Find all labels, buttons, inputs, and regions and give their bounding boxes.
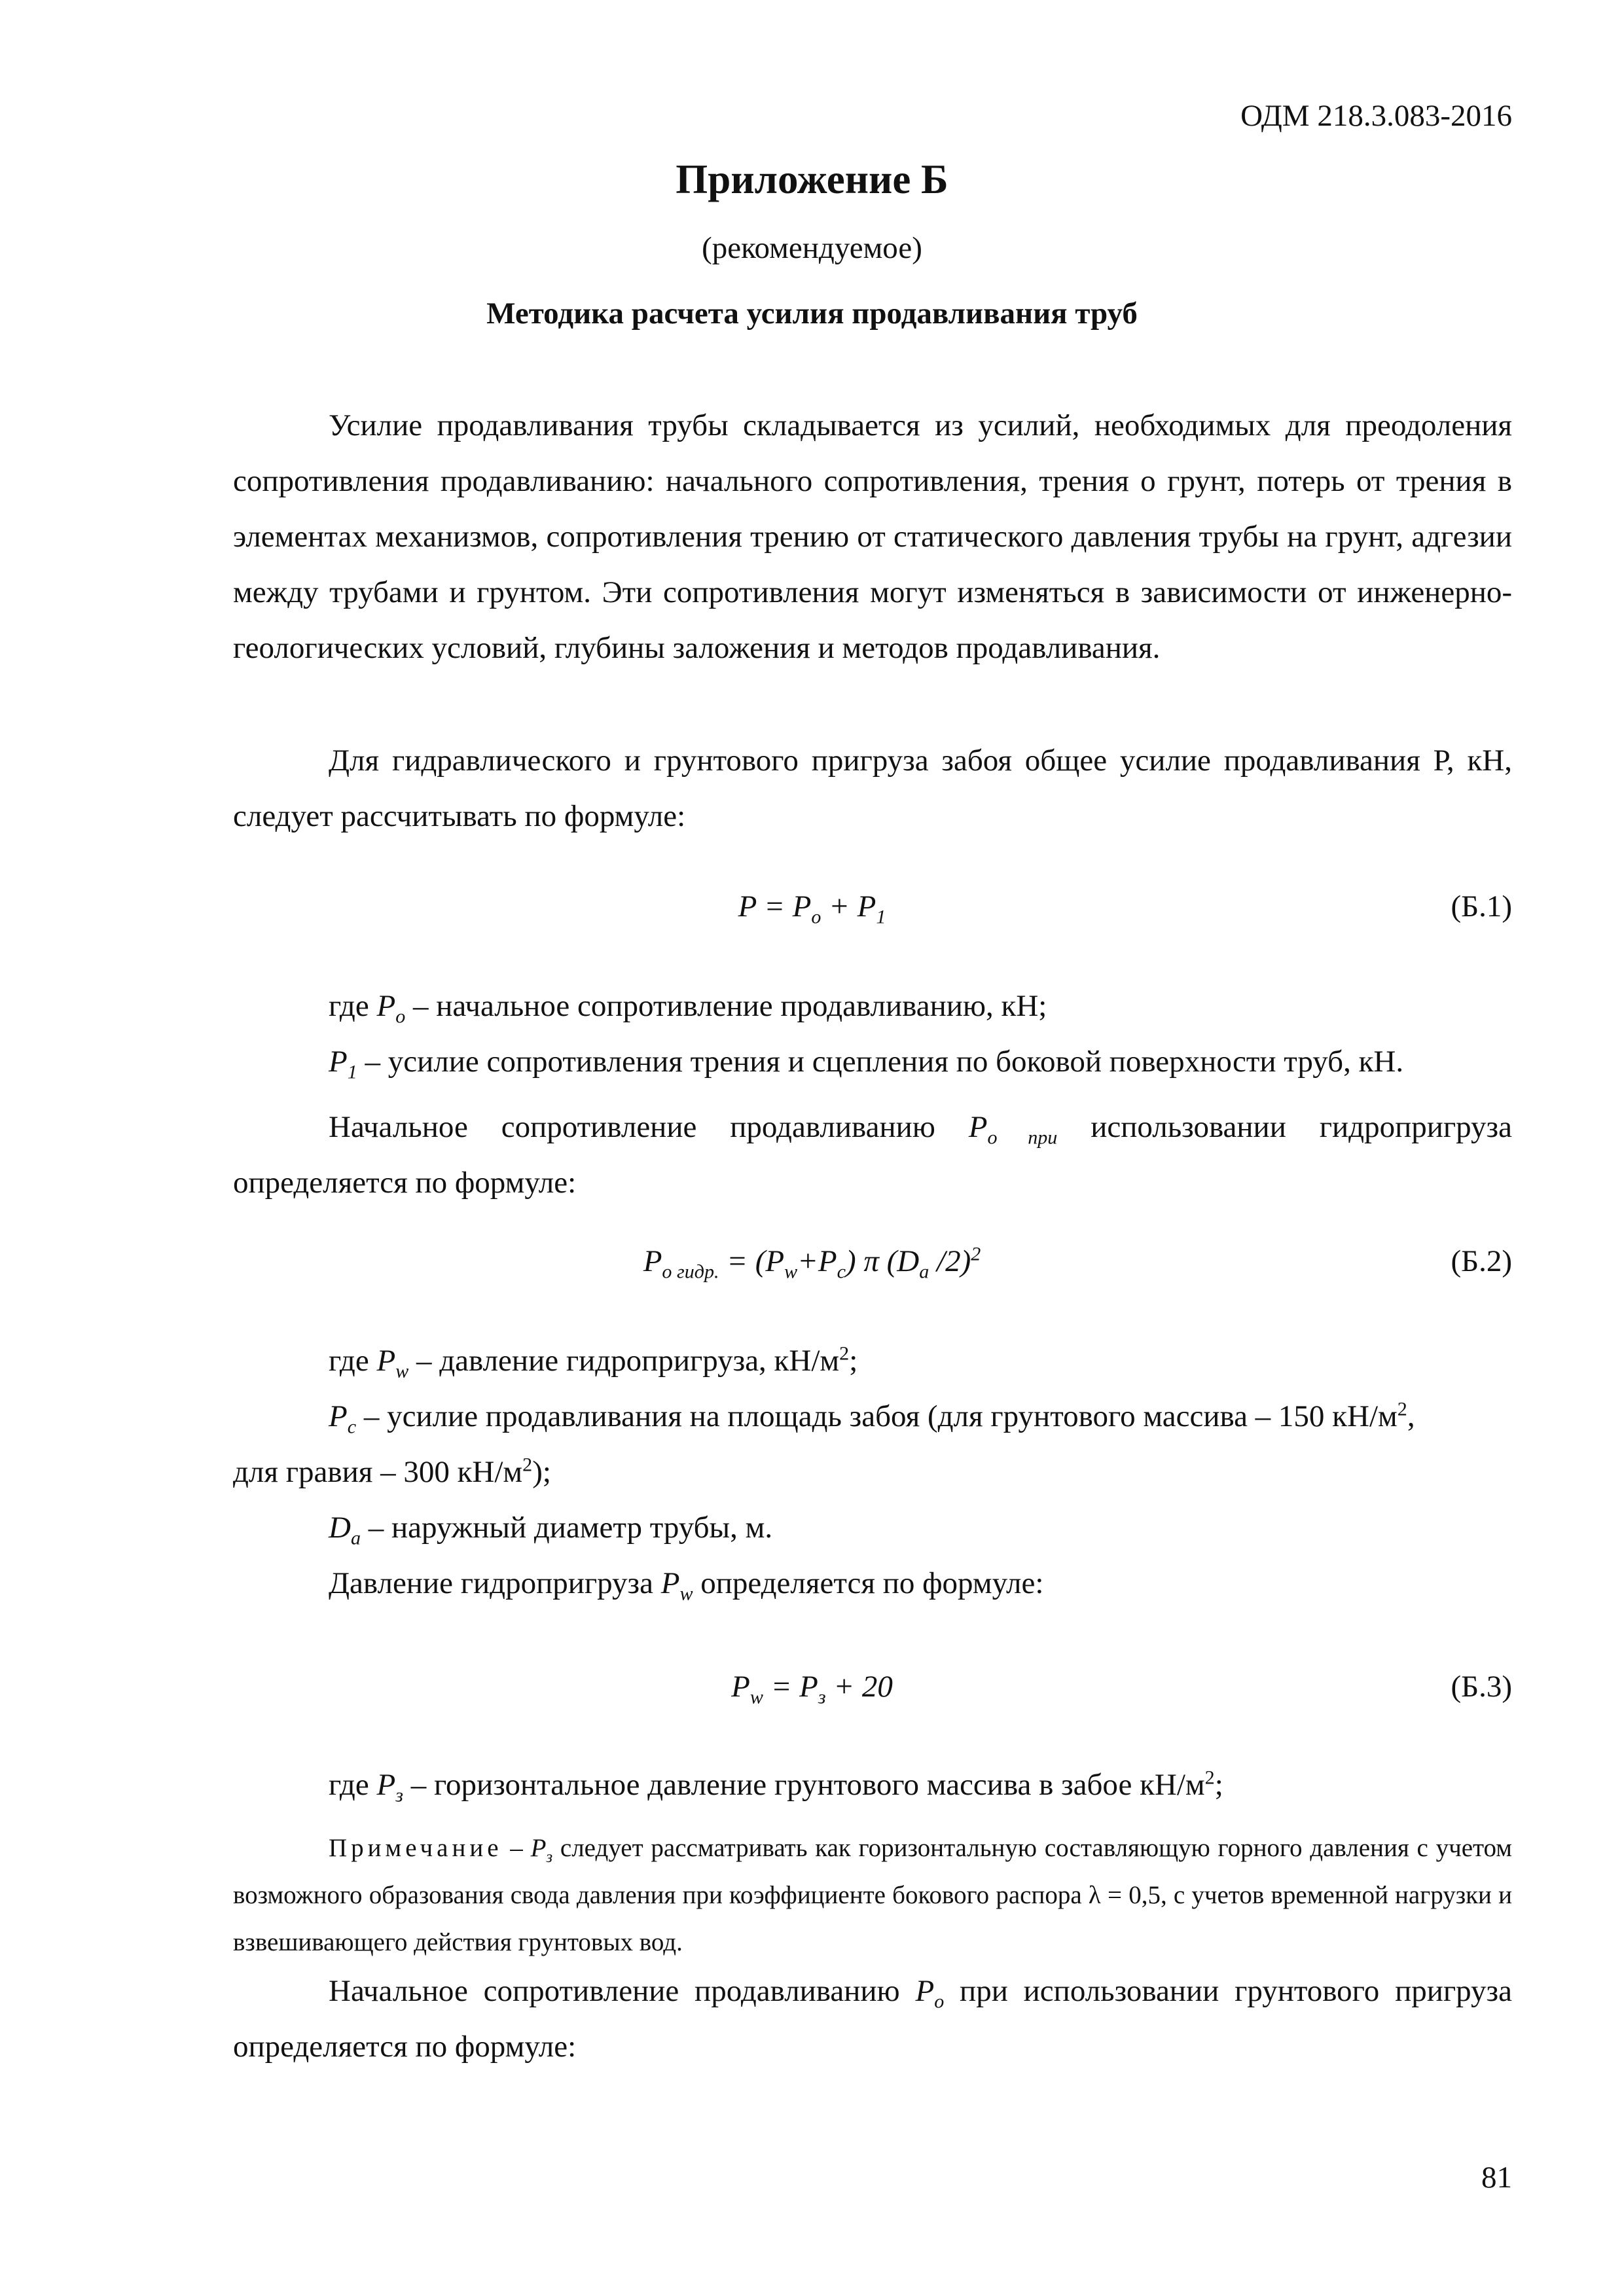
formula-b3: $P_w = P_з + 20$	[731, 1670, 893, 1708]
formula-b2: $P_{o гидр.} = (P_w+P_c)$ π ($D_a$ /2)$^2$	[643, 1242, 981, 1283]
page-number: 81	[1481, 2161, 1512, 2195]
definition-da: $D_a$ – наружный диаметр трубы, м.	[329, 1511, 773, 1549]
definition-pz: где $P_з$ – горизонтальное давление грунтового массива в забое $кН/м^2$;	[329, 1766, 1223, 1806]
paragraph-initial-resistance-soil: Начальное сопротивление продавливанию $P_o$ при использовании грунтового пригруза определяется по формуле:	[233, 1974, 1512, 2064]
formula-b1: $P = P_o + P_1$	[738, 889, 886, 928]
paragraph-intro: Усилие продавливания трубы складывается из усилий, необходимых для преодоления сопротивления продавливанию: начального сопротивления, трения о грунт, потерь от трения в элементах механизмов, сопротивления трению от статического давления трубы на грунт, адгезии между трубами и грунтом. Эти сопротивления могут изменяться в зависимости от инженерно-геологических условий, глубины заложения и методов продавливания.	[233, 408, 1512, 665]
equation-number-b1: (Б.1)	[1451, 889, 1512, 924]
definition-pc-continued: для гравия – 300 $кН/м^2$);	[233, 1453, 551, 1489]
note-label: Примечание	[329, 1834, 503, 1862]
definition-p0: где $P_o$ – начальное сопротивление продавливанию, кН;	[329, 989, 1047, 1028]
equation-number-b3: (Б.3)	[1451, 1670, 1512, 1704]
appendix-title: Приложение Б	[676, 156, 948, 202]
equation-number-b2: (Б.2)	[1451, 1244, 1512, 1278]
paragraph-total-force: Для гидравлического и грунтового пригруза забоя общее усилие продавливания Р, кН, следует рассчитывать по формуле:	[233, 744, 1512, 833]
definition-pc: $P_c$ – усилие продавливания на площадь забоя (для грунтового массива – 150 $кН/м^2$,	[329, 1397, 1415, 1438]
paragraph-pw-pressure: Давление гидропригруза $P_w$ определяется по формуле:	[329, 1566, 1044, 1605]
document-code: ОДМ 218.3.083-2016	[1240, 99, 1512, 133]
paragraph-initial-resistance-hydro: Начальное сопротивление продавливанию $P_{o при}$ использовании гидропригруза определяется по формуле:	[233, 1110, 1512, 1200]
appendix-status: (рекомендуемое)	[702, 231, 922, 265]
note-block: Примечание – $P_з$ следует рассматривать как горизонтальную составляющую горного давления с учетом возможного образования свода давления при коэффициенте бокового распора λ = 0,5, с учетов временной нагрузки и взвешивающего действия грунтовых вод.	[233, 1834, 1512, 1956]
definition-p1: $P_1$ – усилие сопротивления трения и сцепления по боковой поверхности труб, кН.	[329, 1045, 1404, 1083]
definition-pw: где $P_w$ – давление гидропригруза, $кН/м^2$;	[329, 1342, 858, 1382]
appendix-heading: Методика расчета усилия продавливания труб	[486, 296, 1138, 331]
